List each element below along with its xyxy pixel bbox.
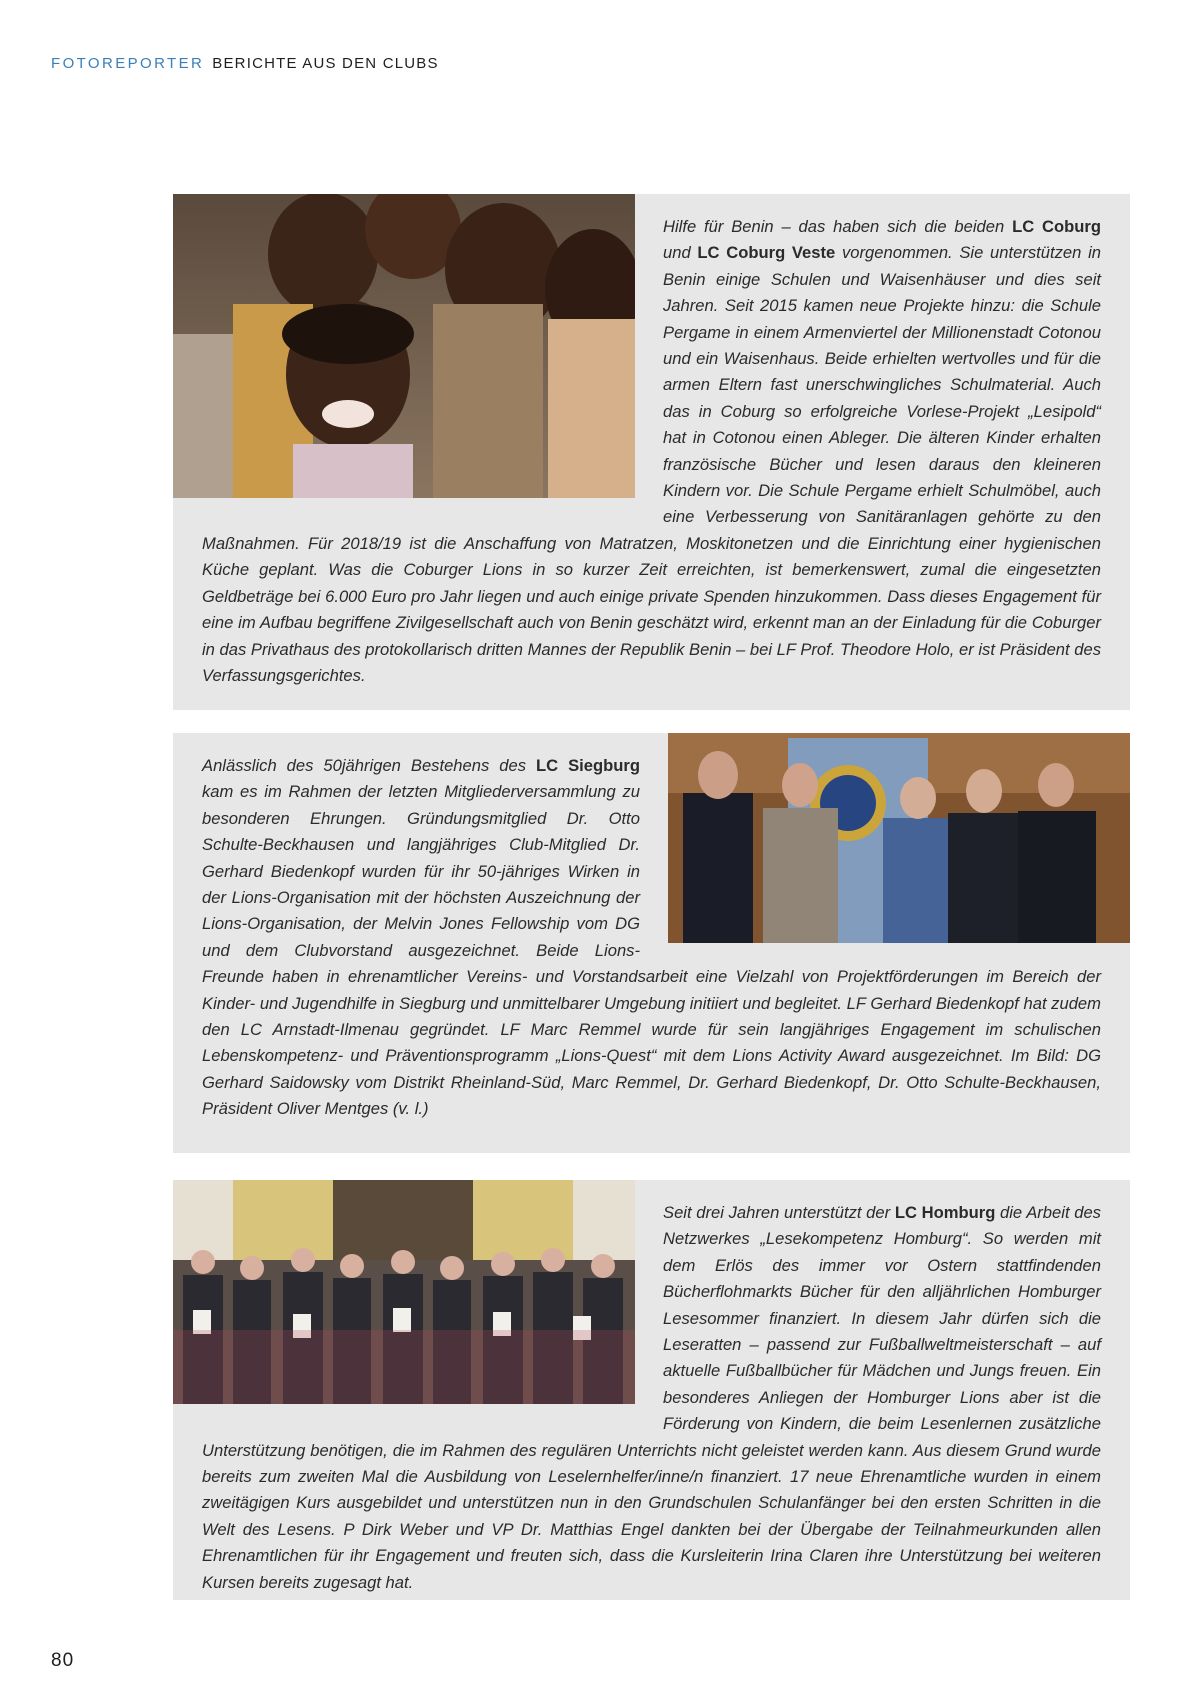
article-homburg (173, 1180, 1130, 1600)
photo-homburg-group (173, 1180, 635, 1404)
club-name: LC Homburg (894, 1203, 996, 1222)
page-number: 80 (51, 1650, 75, 1671)
club-name: LC Coburg Veste (697, 243, 836, 263)
article-siegburg-text: Anlässlich des 50jährigen Bestehens des LC Siegburg kam es im Rahmen der letzten Mitgliederversammlung zu besonderen Ehrungen. Gründungsmitglied Dr. Otto Schulte-Beckhausen und langjähriges Club-Mitglied Dr. Gerhard Biedenkopf wurden für ihr 50-jähriges Wirken in der Lions-Organisation mit der höchsten Auszeichnung der Lions-Organisation, der Melvin Jones Fellowship vom DG und dem Clubvorstand ausgezeichnet. Beide Lions-Freunde haben in ehrenamtlicher Vereins- und Vorstandsarbeit eine Vielzahl von Projektförderungen im Bereich der Kinder- und Jugendhilfe in Siegburg und unmittelbarer Umgebung initiiert und begleitet. LF Gerhard Biedenkopf hat zudem den LC Arnstadt-Ilmenau gegründet. LF Marc Remmel wurde für sein langjähriges Engagement im schulischen Lebenskompetenz- und Präventionsprogramm „Lions-Quest“ mit dem Lions Activity Award ausgezeichnet. Im Bild: DG Gerhard Saidowsky vom Distrikt Rheinland-Süd, Marc Remmel, Dr. Gerhard Biedenkopf, Dr. Otto Schulte-Beckhausen, Präsident Oliver Mentges (v. l.) (202, 756, 1101, 1119)
photo-benin-children (173, 194, 635, 498)
article-homburg-text: Seit drei Jahren unterstützt der LC Homburg die Arbeit des Netzwerkes „Lesekompetenz Homburg“. So werden mit dem Erlös des immer vor Ostern stattfindenden Bücherflohmarkts Bücher für den alljährlichen Homburger Lesesommer finanziert. In diesem Jahr dürfen sich die Leseratten – passend zur Fußballweltmeisterschaft – auf aktuelle Fußballbücher für Mädchen und Jungs freuen. Ein besonderes Anliegen der Homburger Lions aber ist die Förderung von Kindern, die beim Lesenlernen zusätzliche Unterstützung benötigen, die im Rahmen des regulären Unterrichts nicht geleistet werden kann. Aus diesem Grund wurde bereits zum zweiten Mal die Ausbildung von Leselernhelfer/inne/n finanziert. 17 neue Ehrenamtliche wurden in einem zweitägigen Kurs ausgebildet und unterstützen nun in den Grundschulen Schulanfänger bei den ersten Schritten in die Welt des Lesens. P Dirk Weber und VP Dr. Matthias Engel dankten bei der Übergabe der Teilnahmeurkunden allen Ehrenamtlichen für ihr Engagement und freuten sich, dass die Kursleiterin Irina Claren ihre Unterstützung bei weiteren Kursen bereits zugesagt hat. (202, 1203, 1101, 1592)
club-name: LC Coburg (1012, 217, 1101, 236)
article-coburg-text: Hilfe für Benin – das haben sich die beiden LC Coburg und LC Coburg Veste vorgenommen. Sie unterstützen in Benin einige Schulen und Waisenhäuser und dies seit Jahren. Seit 2015 kamen neue Projekte hinzu: die Schule Pergame in einem Armenviertel der Millionenstadt Cotonou und ein Waisenhaus. Beide erhielten wertvolles und für die armen Eltern fast unerschwingliches Schulmaterial. Auch das in Coburg so erfolgreiche Vorlese-Projekt „Lesipold“ hat in Cotonou einen Ableger. Die älteren Kinder erhalten französische Bücher und lesen daraus den kleineren Kindern vor. Die Schule Pergame erhielt Schulmöbel, auch eine Verbesserung von Sanitäranlagen gehörte zu den Maßnahmen. Für 2018/19 ist die Anschaffung von Matratzen, Moskitonetzen und die Einrichtung einer hygienischen Küche geplant. Was die Coburger Lions in so kurzer Zeit erreichten, ist bemerkenswert, zumal die eingesetzten Geldbeträge bei 6.000 Euro pro Jahr liegen und auch einige private Spenden hinzukommen. Dass dieses Engagement für eine im Aufbau begriffene Zivilgesellschaft auch von Benin geschätzt wird, erkennt man an der Einladung für die Coburger in das Privathaus des protokollarisch dritten Mannes der Republik Benin – bei LF Prof. Theodore Holo, er ist Präsident des Verfassungsgerichtes. (202, 217, 1102, 685)
article-coburg (173, 194, 1130, 710)
section-subtitle: BERICHTE AUS DEN CLUBS (212, 55, 439, 72)
photo-siegburg-honorees (668, 733, 1130, 943)
page-header (51, 55, 439, 72)
section-title: FOTOREPORTER (51, 55, 205, 72)
club-name: LC Siegburg (536, 756, 641, 775)
article-siegburg (173, 733, 1130, 1153)
